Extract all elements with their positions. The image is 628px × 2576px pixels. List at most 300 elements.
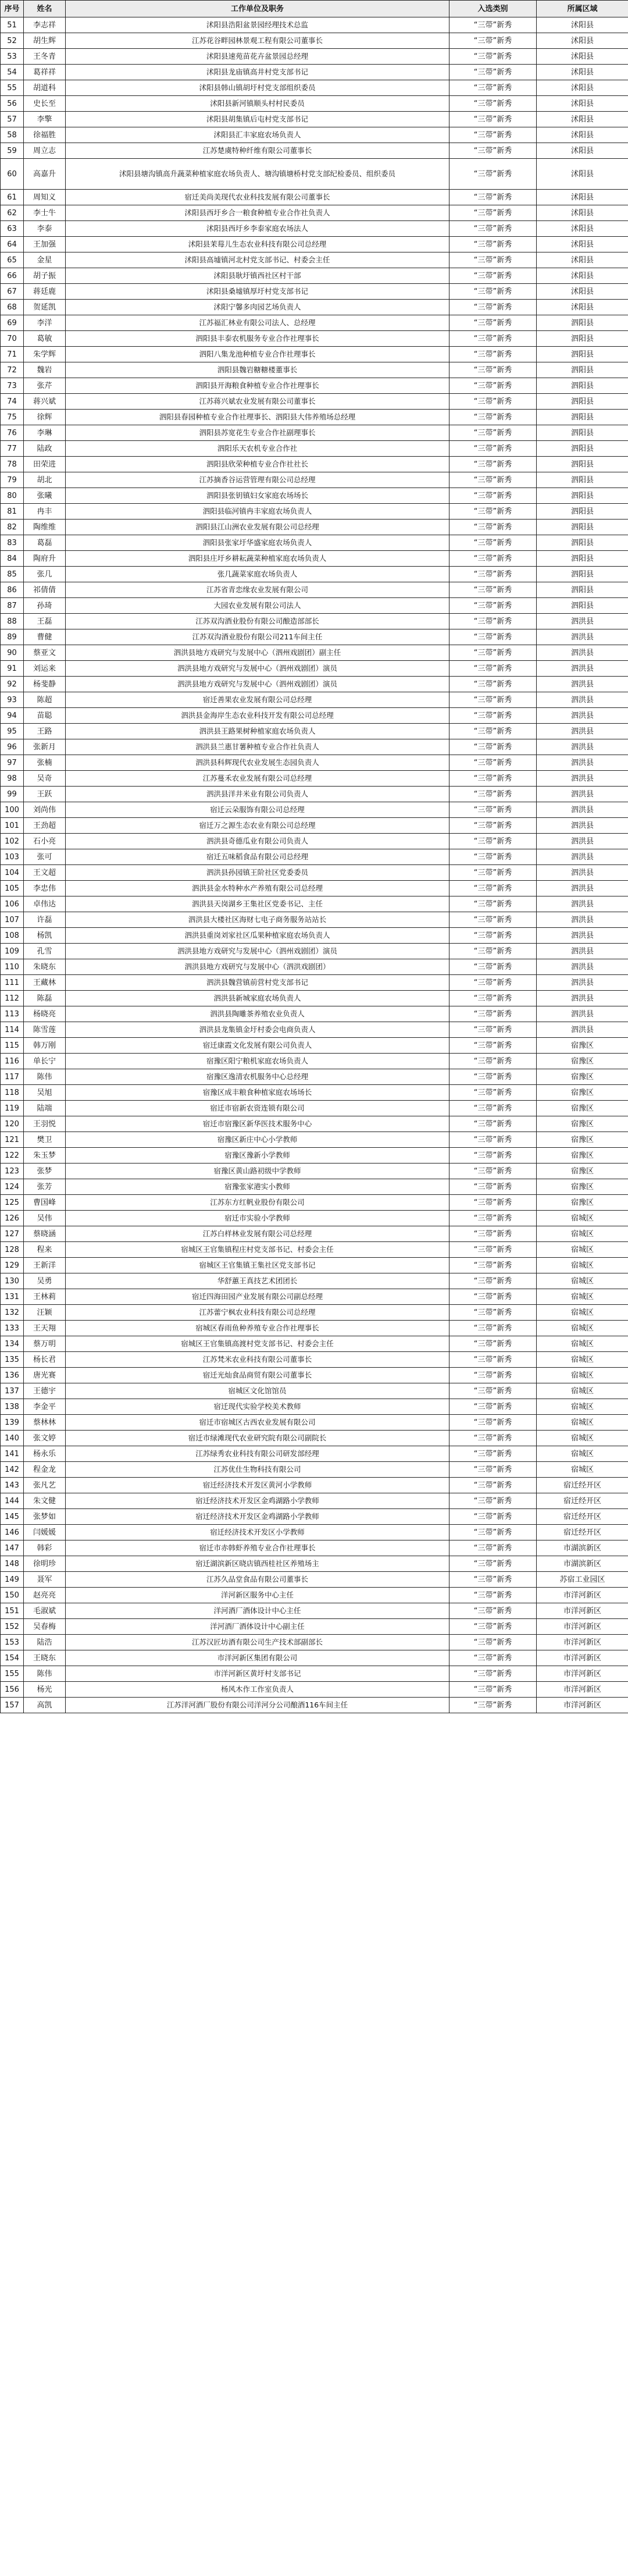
table-row — [1, 1556, 628, 1572]
cell-area: 沭阳县 — [537, 80, 628, 96]
cell-no: 97 — [1, 755, 24, 771]
cell-name: 陈伟 — [24, 1666, 66, 1682]
cell-category: “三带”新秀 — [449, 472, 537, 488]
cell-job: 江苏白样林业发展有限公司总经理 — [66, 1226, 449, 1242]
cell-job: 沭阳县韩山镇胡圩村党支部组织委员 — [66, 80, 449, 96]
cell-no: 82 — [1, 520, 24, 535]
cell-category: “三带”新秀 — [449, 1242, 537, 1258]
table-row — [1, 912, 628, 928]
cell-area: 宿城区 — [537, 1321, 628, 1336]
cell-category: “三带”新秀 — [449, 112, 537, 127]
cell-no: 51 — [1, 17, 24, 33]
cell-category: “三带”新秀 — [449, 1038, 537, 1054]
cell-category: “三带”新秀 — [449, 582, 537, 598]
table-row — [1, 1682, 628, 1698]
cell-name: 朱玉梦 — [24, 1148, 66, 1164]
table-row — [1, 1258, 628, 1273]
table-row — [1, 488, 628, 504]
table-row — [1, 1462, 628, 1478]
cell-area: 市洋河新区 — [537, 1666, 628, 1682]
cell-category: “三带”新秀 — [449, 944, 537, 959]
table-row — [1, 1305, 628, 1321]
cell-no: 112 — [1, 991, 24, 1006]
cell-area: 市洋河新区 — [537, 1650, 628, 1666]
table-row — [1, 33, 628, 49]
cell-no: 133 — [1, 1321, 24, 1336]
cell-name: 闫媛媛 — [24, 1525, 66, 1540]
cell-area: 泗洪县 — [537, 912, 628, 928]
cell-area: 泗洪县 — [537, 928, 628, 944]
cell-name: 朱晓东 — [24, 959, 66, 975]
cell-job: 沭阳县塘沟镇高升蔬菜种植家庭农场负责人、塘沟镇塘桥村党支部纪检委员、组织委员 — [66, 159, 449, 190]
table-row — [1, 1101, 628, 1116]
table-row — [1, 787, 628, 802]
cell-job: 江苏蔓禾农业发展有限公司总经理 — [66, 771, 449, 787]
cell-category: “三带”新秀 — [449, 1273, 537, 1289]
cell-area: 宿城区 — [537, 1211, 628, 1226]
table-row — [1, 65, 628, 80]
table-row — [1, 1038, 628, 1054]
cell-job: 宿豫区黄山路初级中学教师 — [66, 1164, 449, 1179]
cell-no: 151 — [1, 1603, 24, 1619]
cell-category: “三带”新秀 — [449, 645, 537, 661]
cell-job: 江苏楚虞特种纤维有限公司董事长 — [66, 143, 449, 159]
cell-name: 聂军 — [24, 1572, 66, 1588]
cell-area: 市湖滨新区 — [537, 1540, 628, 1556]
cell-job: 沭阳县西圩乡合一粮食种植专业合作社负责人 — [66, 205, 449, 221]
table-row — [1, 1336, 628, 1352]
cell-no: 127 — [1, 1226, 24, 1242]
table-row — [1, 1273, 628, 1289]
cell-job: 泗洪县金海岸生态农业科技开发有限公司总经理 — [66, 708, 449, 724]
table-row — [1, 1619, 628, 1635]
cell-job: 沭阳县西圩乡李泰家庭农场法人 — [66, 221, 449, 237]
cell-category: “三带”新秀 — [449, 739, 537, 755]
cell-name: 苗聪 — [24, 708, 66, 724]
table-row — [1, 1478, 628, 1493]
cell-area: 泗洪县 — [537, 692, 628, 708]
cell-no: 68 — [1, 300, 24, 315]
cell-no: 101 — [1, 818, 24, 834]
cell-area: 泗洪县 — [537, 834, 628, 849]
cell-name: 胡子振 — [24, 268, 66, 284]
cell-category: “三带”新秀 — [449, 1211, 537, 1226]
cell-no: 126 — [1, 1211, 24, 1226]
cell-name: 周知义 — [24, 190, 66, 205]
cell-job: 市洋河新区集团有限公司 — [66, 1650, 449, 1666]
cell-category: “三带”新秀 — [449, 1226, 537, 1242]
cell-job: 宿迁万之源生态农业有限公司总经理 — [66, 818, 449, 834]
cell-job: 宿迁市宿豫区新华医技术服务中心 — [66, 1116, 449, 1132]
cell-name: 陈超 — [24, 692, 66, 708]
table-row — [1, 1635, 628, 1650]
cell-name: 陆浩 — [24, 1635, 66, 1650]
cell-job: 杨风木作工作室负责人 — [66, 1682, 449, 1698]
cell-job: 张几蔬菜家庭农场负责人 — [66, 567, 449, 582]
cell-category: “三带”新秀 — [449, 787, 537, 802]
cell-no: 74 — [1, 394, 24, 410]
table-row — [1, 221, 628, 237]
table-row — [1, 331, 628, 347]
cell-no: 83 — [1, 535, 24, 551]
cell-category: “三带”新秀 — [449, 80, 537, 96]
table-row — [1, 1509, 628, 1525]
cell-category: “三带”新秀 — [449, 1258, 537, 1273]
cell-area: 宿城区 — [537, 1431, 628, 1446]
cell-area: 沭阳县 — [537, 33, 628, 49]
table-row — [1, 975, 628, 991]
cell-name: 蔡晓涵 — [24, 1226, 66, 1242]
cell-job: 沭阳县汇丰家庭农场负责人 — [66, 127, 449, 143]
cell-category: “三带”新秀 — [449, 127, 537, 143]
cell-area: 宿城区 — [537, 1336, 628, 1352]
cell-category: “三带”新秀 — [449, 190, 537, 205]
table-row — [1, 802, 628, 818]
table-row — [1, 441, 628, 457]
cell-area: 泗阳县 — [537, 488, 628, 504]
cell-job: 宿迁市赤韩虾养殖专业合作社理事长 — [66, 1540, 449, 1556]
cell-job: 泗洪县地方戏研究与发展中心（泗州戏剧团）副主任 — [66, 645, 449, 661]
cell-job: 宿城区春雨鱼种养殖专业合作社理事长 — [66, 1321, 449, 1336]
table-row — [1, 1054, 628, 1069]
cell-area: 泗洪县 — [537, 708, 628, 724]
cell-job: 泗洪县天岗湖乡王集社区党委书记、主任 — [66, 896, 449, 912]
cell-name: 王羽悦 — [24, 1116, 66, 1132]
cell-job: 泗洪县洋井米业有限公司负责人 — [66, 787, 449, 802]
cell-area: 泗洪县 — [537, 724, 628, 739]
cell-no: 128 — [1, 1242, 24, 1258]
cell-area: 沭阳县 — [537, 205, 628, 221]
cell-no: 61 — [1, 190, 24, 205]
table-row — [1, 1415, 628, 1431]
cell-area: 宿城区 — [537, 1368, 628, 1383]
cell-name: 王德宇 — [24, 1383, 66, 1399]
cell-category: “三带”新秀 — [449, 1588, 537, 1603]
cell-job: 泗阳县张钥镇妇女家庭农场场长 — [66, 488, 449, 504]
cell-name: 李忠伟 — [24, 881, 66, 896]
cell-name: 程金龙 — [24, 1462, 66, 1478]
cell-name: 金星 — [24, 252, 66, 268]
cell-no: 114 — [1, 1022, 24, 1038]
cell-job: 江苏福汇林业有限公司法人、总经理 — [66, 315, 449, 331]
cell-no: 111 — [1, 975, 24, 991]
cell-area: 泗阳县 — [537, 457, 628, 472]
cell-area: 宿豫区 — [537, 1054, 628, 1069]
cell-category: “三带”新秀 — [449, 881, 537, 896]
cell-no: 70 — [1, 331, 24, 347]
cell-name: 王路 — [24, 724, 66, 739]
cell-name: 胡道科 — [24, 80, 66, 96]
table-row — [1, 739, 628, 755]
cell-name: 徐明珍 — [24, 1556, 66, 1572]
cell-no: 103 — [1, 849, 24, 865]
cell-area: 沭阳县 — [537, 221, 628, 237]
cell-no: 52 — [1, 33, 24, 49]
cell-job: 江苏东方红帆业股份有限公司 — [66, 1195, 449, 1211]
cell-area: 宿城区 — [537, 1226, 628, 1242]
cell-category: “三带”新秀 — [449, 614, 537, 629]
table-row — [1, 865, 628, 881]
cell-job: 泗洪县金水特种水产养殖有限公司总经理 — [66, 881, 449, 896]
cell-job: 江苏双沟酒业股份有限公司211车间主任 — [66, 629, 449, 645]
cell-no: 131 — [1, 1289, 24, 1305]
cell-job: 泗阳县苏宽花生专业合作社副理事长 — [66, 425, 449, 441]
cell-no: 81 — [1, 504, 24, 520]
cell-job: 宿迁五味稻食品有限公司总经理 — [66, 849, 449, 865]
cell-job: 宿迁经济技术开发区小学教师 — [66, 1525, 449, 1540]
header-name: 姓名 — [24, 1, 66, 17]
cell-no: 84 — [1, 551, 24, 567]
cell-name: 石小亮 — [24, 834, 66, 849]
table-row — [1, 834, 628, 849]
cell-category: “三带”新秀 — [449, 1022, 537, 1038]
cell-no: 57 — [1, 112, 24, 127]
cell-job: 沭阳县耿圩镇西社区村干部 — [66, 268, 449, 284]
cell-name: 唐光赛 — [24, 1368, 66, 1383]
cell-job: 泗洪县地方戏研究与发展中心（泗州戏剧团）演员 — [66, 661, 449, 677]
cell-category: “三带”新秀 — [449, 1368, 537, 1383]
cell-no: 102 — [1, 834, 24, 849]
table-row — [1, 896, 628, 912]
cell-no: 72 — [1, 362, 24, 378]
cell-category: “三带”新秀 — [449, 896, 537, 912]
table-row — [1, 818, 628, 834]
cell-no: 123 — [1, 1164, 24, 1179]
cell-no: 129 — [1, 1258, 24, 1273]
cell-name: 吴春梅 — [24, 1619, 66, 1635]
cell-area: 宿豫区 — [537, 1195, 628, 1211]
cell-no: 136 — [1, 1368, 24, 1383]
cell-area: 泗洪县 — [537, 771, 628, 787]
cell-area: 泗阳县 — [537, 551, 628, 567]
cell-no: 132 — [1, 1305, 24, 1321]
table-row — [1, 1525, 628, 1540]
cell-no: 96 — [1, 739, 24, 755]
cell-category: “三带”新秀 — [449, 629, 537, 645]
cell-name: 王冬青 — [24, 49, 66, 65]
cell-category: “三带”新秀 — [449, 1572, 537, 1588]
cell-area: 宿豫区 — [537, 1148, 628, 1164]
cell-name: 杨永乐 — [24, 1446, 66, 1462]
cell-category: “三带”新秀 — [449, 347, 537, 362]
cell-name: 王藏林 — [24, 975, 66, 991]
cell-name: 李金平 — [24, 1399, 66, 1415]
cell-no: 108 — [1, 928, 24, 944]
cell-no: 156 — [1, 1682, 24, 1698]
table-row — [1, 1321, 628, 1336]
cell-category: “三带”新秀 — [449, 268, 537, 284]
cell-no: 79 — [1, 472, 24, 488]
cell-name: 陶府升 — [24, 551, 66, 567]
cell-category: “三带”新秀 — [449, 504, 537, 520]
cell-job: 宿豫张家港实小教师 — [66, 1179, 449, 1195]
cell-job: 沭阳宁馨多肉园艺场负责人 — [66, 300, 449, 315]
cell-category: “三带”新秀 — [449, 818, 537, 834]
cell-category: “三带”新秀 — [449, 551, 537, 567]
cell-no: 137 — [1, 1383, 24, 1399]
cell-area: 泗洪县 — [537, 818, 628, 834]
table-row — [1, 1069, 628, 1085]
cell-category: “三带”新秀 — [449, 1006, 537, 1022]
cell-no: 130 — [1, 1273, 24, 1289]
table-row — [1, 1242, 628, 1258]
cell-job: 泗洪县科辉现代农业发展生态园负责人 — [66, 755, 449, 771]
cell-category: “三带”新秀 — [449, 708, 537, 724]
cell-name: 蔡林林 — [24, 1415, 66, 1431]
cell-job: 宿迁经济技术开发区金鸡湖路小学教师 — [66, 1509, 449, 1525]
table-row — [1, 112, 628, 127]
cell-area: 宿城区 — [537, 1462, 628, 1478]
cell-name: 徐福胜 — [24, 127, 66, 143]
cell-area: 泗洪县 — [537, 645, 628, 661]
cell-name: 周立志 — [24, 143, 66, 159]
cell-no: 93 — [1, 692, 24, 708]
table-row — [1, 1352, 628, 1368]
cell-no: 107 — [1, 912, 24, 928]
cell-job: 宿迁市宿新农资连锁有限公司 — [66, 1101, 449, 1116]
cell-name: 陶维维 — [24, 520, 66, 535]
cell-no: 140 — [1, 1431, 24, 1446]
cell-no: 66 — [1, 268, 24, 284]
cell-area: 泗洪县 — [537, 881, 628, 896]
cell-category: “三带”新秀 — [449, 1650, 537, 1666]
cell-category: “三带”新秀 — [449, 362, 537, 378]
cell-name: 毛淑斌 — [24, 1603, 66, 1619]
table-row — [1, 425, 628, 441]
cell-name: 张可 — [24, 849, 66, 865]
table-row — [1, 944, 628, 959]
cell-category: “三带”新秀 — [449, 205, 537, 221]
cell-name: 李洋 — [24, 315, 66, 331]
header-category: 入选类别 — [449, 1, 537, 17]
table-row — [1, 520, 628, 535]
cell-job: 宿城区王官集镇程庄村党支部书记、村委会主任 — [66, 1242, 449, 1258]
cell-area: 沭阳县 — [537, 159, 628, 190]
table-row — [1, 1399, 628, 1415]
header-no: 序号 — [1, 1, 24, 17]
cell-name: 程来 — [24, 1242, 66, 1258]
cell-job: 宿迁光灿食品商贸有限公司董事长 — [66, 1368, 449, 1383]
cell-name: 卓伟达 — [24, 896, 66, 912]
cell-name: 蒋兴斌 — [24, 394, 66, 410]
table-row — [1, 80, 628, 96]
cell-area: 宿豫区 — [537, 1116, 628, 1132]
cell-category: “三带”新秀 — [449, 755, 537, 771]
cell-name: 杨斐静 — [24, 677, 66, 692]
cell-category: “三带”新秀 — [449, 49, 537, 65]
cell-job: 沭阳县茉莓儿生态农业科技有限公司总经理 — [66, 237, 449, 252]
cell-category: “三带”新秀 — [449, 802, 537, 818]
cell-name: 陆政 — [24, 441, 66, 457]
cell-name: 高凯 — [24, 1698, 66, 1713]
table-row — [1, 284, 628, 300]
cell-area: 宿城区 — [537, 1273, 628, 1289]
cell-name: 刘运来 — [24, 661, 66, 677]
table-row — [1, 661, 628, 677]
table-row — [1, 1603, 628, 1619]
cell-category: “三带”新秀 — [449, 331, 537, 347]
cell-name: 杨凯 — [24, 928, 66, 944]
cell-no: 76 — [1, 425, 24, 441]
cell-area: 沭阳县 — [537, 300, 628, 315]
cell-job: 宿迁现代实验学校美术教师 — [66, 1399, 449, 1415]
table-row — [1, 410, 628, 425]
cell-name: 张几 — [24, 567, 66, 582]
cell-category: “三带”新秀 — [449, 96, 537, 112]
cell-area: 苏宿工业园区 — [537, 1572, 628, 1588]
cell-no: 116 — [1, 1054, 24, 1069]
table-row — [1, 252, 628, 268]
cell-job: 宿迁市实验小学教师 — [66, 1211, 449, 1226]
cell-name: 张梦 — [24, 1164, 66, 1179]
cell-category: “三带”新秀 — [449, 834, 537, 849]
cell-job: 泗阳八集龙池种植专业合作社理事长 — [66, 347, 449, 362]
cell-area: 宿豫区 — [537, 1069, 628, 1085]
cell-area: 沭阳县 — [537, 252, 628, 268]
cell-job: 宿豫区阳宁粮机家庭农场负责人 — [66, 1054, 449, 1069]
cell-job: 沭阳县龙庙镇高井村党支部书记 — [66, 65, 449, 80]
cell-job: 泗洪县地方戏研究与发展中心（泗州戏剧团）演员 — [66, 944, 449, 959]
cell-name: 陈磊 — [24, 991, 66, 1006]
roster-body — [1, 17, 628, 1713]
cell-name: 赵亮亮 — [24, 1588, 66, 1603]
table-row — [1, 708, 628, 724]
cell-no: 87 — [1, 598, 24, 614]
table-row — [1, 551, 628, 567]
cell-job: 泗洪县大楼社区海财七电子商务服务站站长 — [66, 912, 449, 928]
cell-job: 沭阳县桑墟镇厚圩村党支部书记 — [66, 284, 449, 300]
table-row — [1, 928, 628, 944]
table-row — [1, 1698, 628, 1713]
cell-name: 张文婷 — [24, 1431, 66, 1446]
cell-job: 江苏优仕生物科技有限公司 — [66, 1462, 449, 1478]
cell-no: 141 — [1, 1446, 24, 1462]
cell-area: 宿迁经开区 — [537, 1525, 628, 1540]
table-row — [1, 1226, 628, 1242]
cell-category: “三带”新秀 — [449, 394, 537, 410]
cell-job: 泗阳县临河镇冉丰家庭农场负责人 — [66, 504, 449, 520]
cell-name: 田荣进 — [24, 457, 66, 472]
header-job: 工作单位及职务 — [66, 1, 449, 17]
cell-no: 143 — [1, 1478, 24, 1493]
cell-job: 江苏梵米农业科技有限公司董事长 — [66, 1352, 449, 1368]
cell-area: 宿迁经开区 — [537, 1478, 628, 1493]
cell-no: 117 — [1, 1069, 24, 1085]
cell-category: “三带”新秀 — [449, 928, 537, 944]
table-row — [1, 457, 628, 472]
table-row — [1, 49, 628, 65]
table-row — [1, 582, 628, 598]
cell-name: 吴旭 — [24, 1085, 66, 1101]
cell-area: 宿城区 — [537, 1352, 628, 1368]
cell-no: 88 — [1, 614, 24, 629]
cell-area: 泗洪县 — [537, 959, 628, 975]
cell-category: “三带”新秀 — [449, 410, 537, 425]
cell-area: 泗阳县 — [537, 598, 628, 614]
cell-category: “三带”新秀 — [449, 1619, 537, 1635]
cell-job: 泗阳县张家圩华盛家庭农场负责人 — [66, 535, 449, 551]
table-row — [1, 300, 628, 315]
cell-category: “三带”新秀 — [449, 724, 537, 739]
table-row — [1, 645, 628, 661]
cell-job: 江苏蕾宁枫农业科技有限公司总经理 — [66, 1305, 449, 1321]
table-row — [1, 394, 628, 410]
cell-job: 泗阳县庄圩乡耕耘蔬菜种植家庭农场负责人 — [66, 551, 449, 567]
cell-category: “三带”新秀 — [449, 159, 537, 190]
cell-name: 李士牛 — [24, 205, 66, 221]
cell-name: 张芹 — [24, 378, 66, 394]
cell-category: “三带”新秀 — [449, 991, 537, 1006]
